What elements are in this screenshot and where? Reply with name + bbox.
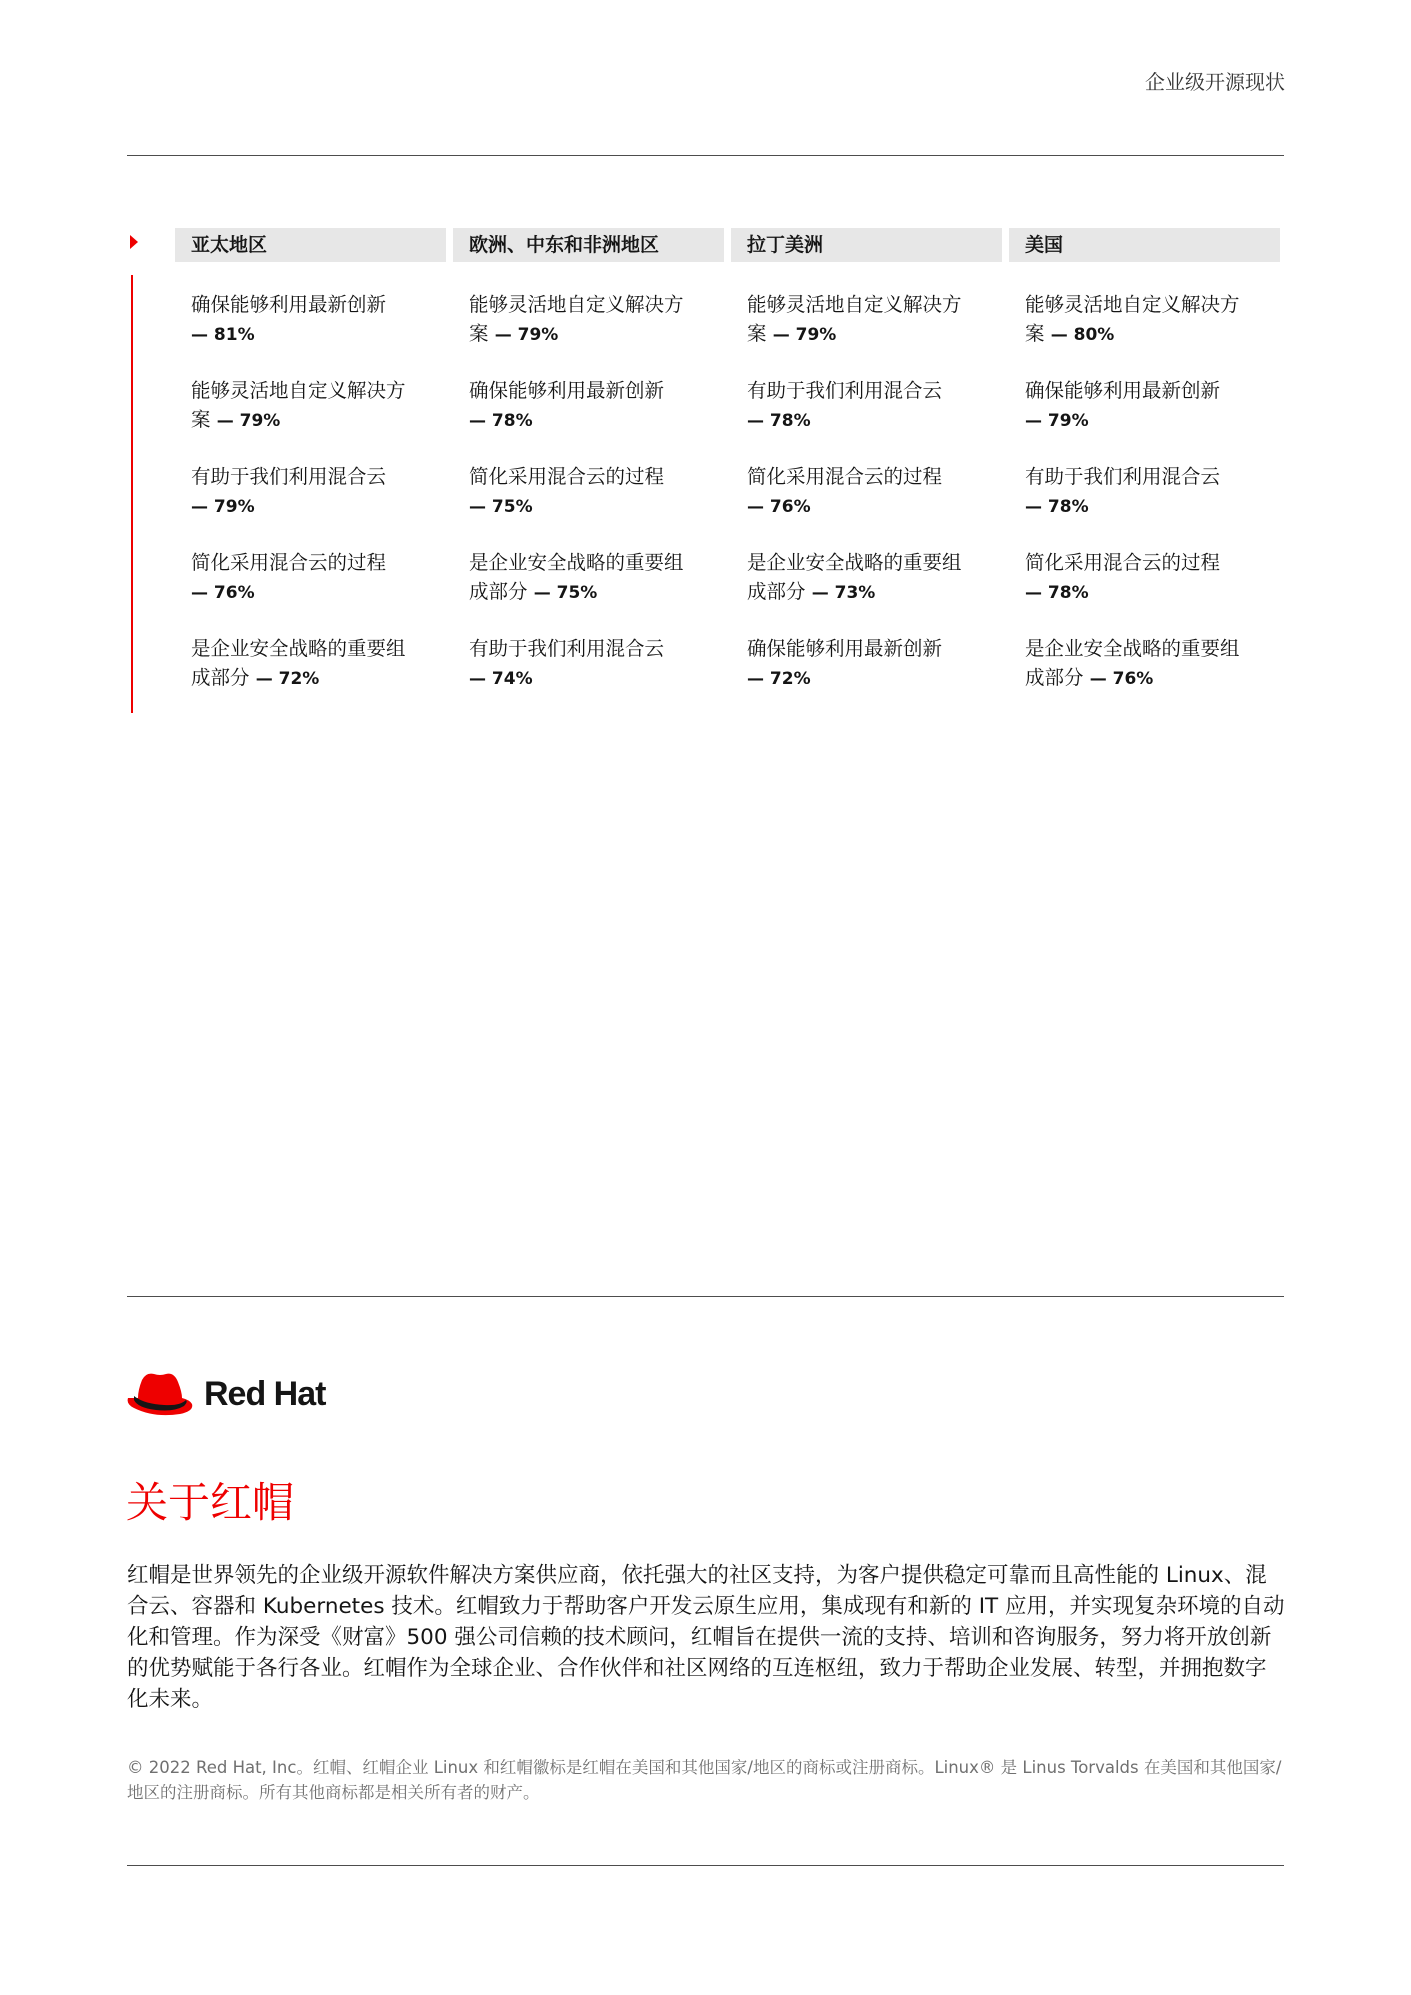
list-item: 能够灵活地自定义解决方案 — 80% — [1025, 293, 1240, 345]
region-column-us — [1009, 228, 1280, 720]
list-item: 有助于我们利用混合云 — 79% — [191, 465, 387, 517]
list-item: 是企业安全战略的重要组成部分 — 75% — [469, 551, 684, 603]
red-hat-fedora-icon — [124, 1368, 196, 1420]
list-item: 是企业安全战略的重要组成部分 — 76% — [1025, 637, 1240, 689]
list-item: 确保能够利用最新创新 — 81% — [191, 293, 387, 345]
list-item: 能够灵活地自定义解决方案 — 79% — [469, 293, 684, 345]
red-hat-logo — [124, 1368, 325, 1420]
bottom-divider — [127, 1865, 1284, 1866]
list-item: 有助于我们利用混合云 — 78% — [747, 379, 943, 431]
list-item: 有助于我们利用混合云 — 78% — [1025, 465, 1221, 517]
accent-bar — [131, 275, 133, 713]
region-column-latam — [731, 228, 1002, 720]
list-item: 是企业安全战略的重要组成部分 — 72% — [191, 637, 406, 689]
list-item: 简化采用混合云的过程 — 75% — [469, 465, 665, 517]
list-item: 能够灵活地自定义解决方案 — 79% — [191, 379, 406, 431]
list-item: 简化采用混合云的过程 — 76% — [747, 465, 943, 517]
logo-wordmark: Red Hat — [204, 1374, 326, 1413]
about-title: 关于红帽 — [126, 1478, 295, 1527]
list-item: 确保能够利用最新创新 — 72% — [747, 637, 943, 689]
section-divider — [127, 1296, 1284, 1297]
region-column-emea — [453, 228, 724, 720]
region-header: 欧洲、中东和非洲地区 — [453, 228, 724, 262]
region-header: 亚太地区 — [175, 228, 446, 262]
page-header-title: 企业级开源现状 — [1145, 70, 1285, 94]
about-body: 红帽是世界领先的企业级开源软件解决方案供应商，依托强大的社区支持，为客户提供稳定可靠而且高性能的 Linux、混合云、容器和 Kubernetes 技术。红帽致力于帮助客户开发云原生应用，集成现有和新的 IT 应用，并实现复杂环境的自动化和管理。作为深受《财富》500 强公司信赖的技术顾问，红帽旨在提供一流的支持、培训和咨询服务，努力将开放创新的优势赋能于各行各业。红帽作为全球企业、合作伙伴和社区网络的互连枢纽，致力于帮助企业发展、转型，并拥抱数字化未来。 — [127, 1563, 1285, 1712]
list-item: 确保能够利用最新创新 — 79% — [1025, 379, 1221, 431]
region-header: 美国 — [1009, 228, 1280, 262]
list-item: 简化采用混合云的过程 — 78% — [1025, 551, 1221, 603]
copyright-footnote: © 2022 Red Hat, Inc。红帽、红帽企业 Linux 和红帽徽标是红帽在美国和其他国家/地区的商标或注册商标。Linux® 是 Linus Torvalds 在美国和其他国家/地区的注册商标。所有其他商标都是相关所有者的财产。 — [127, 1758, 1282, 1802]
list-item: 是企业安全战略的重要组成部分 — 73% — [747, 551, 962, 603]
list-item: 简化采用混合云的过程 — 76% — [191, 551, 387, 603]
list-item: 有助于我们利用混合云 — 74% — [469, 637, 665, 689]
list-item: 确保能够利用最新创新 — 78% — [469, 379, 665, 431]
top-divider — [127, 155, 1284, 156]
list-item: 能够灵活地自定义解决方案 — 79% — [747, 293, 962, 345]
region-column-apac — [175, 228, 446, 720]
region-header: 拉丁美洲 — [731, 228, 1002, 262]
caret-right-icon — [130, 235, 138, 249]
